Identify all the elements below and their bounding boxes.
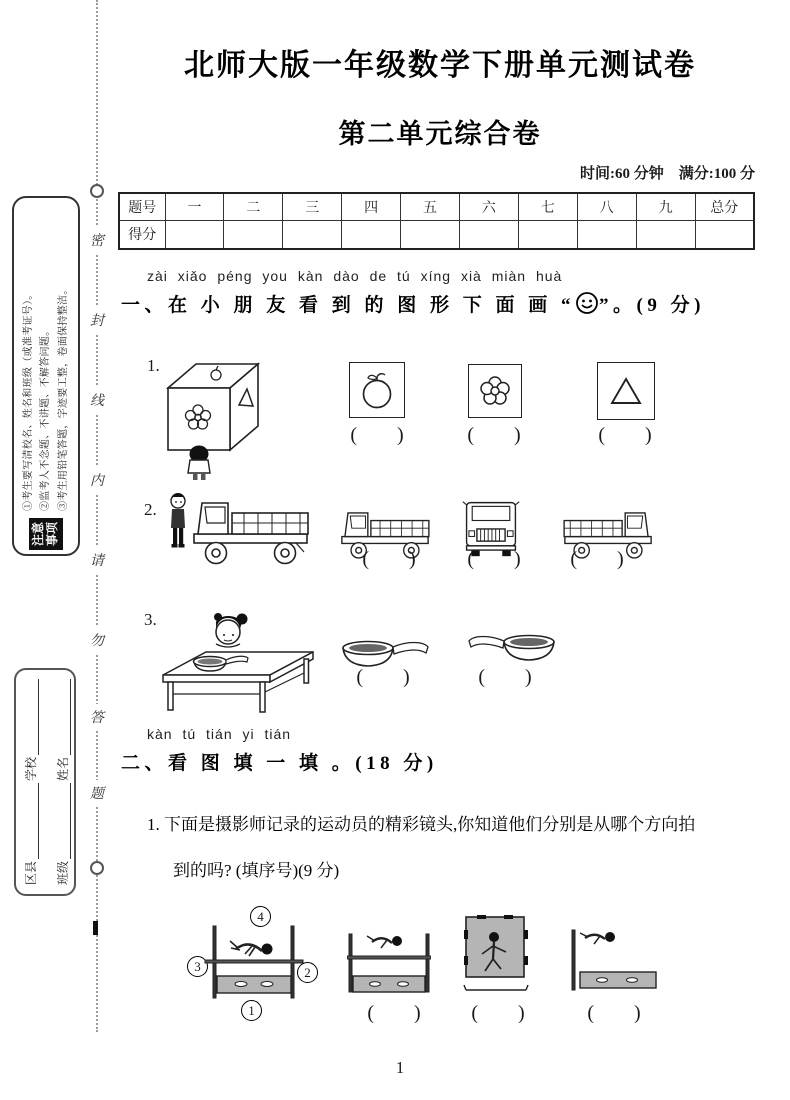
seal-char: 封: [88, 307, 106, 333]
direction-label-bottom-num: 1: [248, 1002, 255, 1018]
photo-front-view: [347, 926, 431, 1000]
score-table-header: 七: [518, 193, 577, 220]
apple-icon: [357, 369, 397, 411]
score-cell[interactable]: [518, 220, 577, 249]
q1-text-pre: 一、在 小 朋 友 看 到 的 图 形 下 面 画 “: [121, 295, 576, 316]
score-cell[interactable]: [577, 220, 636, 249]
triangle-icon: [607, 374, 645, 408]
class-blank[interactable]: [57, 783, 71, 859]
q2-sub1-line2: 到的吗? (填序号)(9 分): [173, 861, 340, 880]
score-table: [118, 192, 755, 250]
q1-text: [121, 290, 705, 317]
answer-blank[interactable]: ( ): [471, 1002, 525, 1024]
q2-sub1-line1: 1. 下面是摄影师记录的运动员的精彩镜头,你知道他们分别是从哪个方向拍: [147, 815, 696, 834]
score-cell[interactable]: [165, 220, 224, 249]
cube-girl-illustration: [160, 348, 265, 483]
answer-blank[interactable]: ( ): [467, 424, 521, 446]
score-table-header: 总分: [695, 193, 754, 220]
notice-box: [12, 196, 80, 556]
answer-blank[interactable]: ( ): [362, 548, 416, 570]
name-label: 姓名: [56, 756, 70, 781]
answer-blank[interactable]: ( ): [478, 666, 532, 688]
answer-blank[interactable]: ( ): [598, 424, 652, 446]
pan-handle-left-option: [465, 632, 560, 666]
answer-blank[interactable]: ( ): [467, 548, 521, 570]
answer-blank[interactable]: ( ): [356, 666, 410, 688]
answer-blank[interactable]: ( ): [587, 1002, 641, 1024]
answer-card-triangle: [597, 362, 655, 420]
score-table-header: 三: [283, 193, 342, 220]
time-score-text: 时间:60 分钟 满分:100 分: [580, 166, 755, 182]
district-label: 区县: [24, 860, 38, 885]
boy-observer-illustration: [167, 492, 189, 556]
q1-item3-number: 3.: [144, 610, 157, 629]
name-blank[interactable]: [57, 679, 71, 755]
seal-char: 线: [88, 387, 106, 413]
score-table-header: 九: [636, 193, 695, 220]
seal-circle-bottom: [90, 861, 104, 875]
q2-pinyin: kàn tú tián yi tián: [147, 726, 292, 742]
notice-label: 注意事项: [29, 518, 63, 550]
unit-subtitle: 第二单元综合卷: [338, 119, 542, 149]
school-blank[interactable]: [25, 679, 39, 755]
q1-pinyin: zài xiǎo péng you kàn dào de tú xíng xià miàn huà: [147, 268, 563, 284]
page-title: 北师大版一年级数学下册单元测试卷: [184, 49, 696, 82]
score-table-header: 题号: [119, 193, 165, 220]
direction-label-right-num: 2: [304, 964, 311, 980]
seal-char: 勿: [88, 627, 106, 653]
seal-char: 请: [88, 547, 106, 573]
score-table-header: 四: [342, 193, 401, 220]
flower-icon: [477, 373, 513, 409]
score-cell[interactable]: [224, 220, 283, 249]
score-cell[interactable]: [459, 220, 518, 249]
q1-item2-number: 2.: [144, 500, 157, 519]
smiley-icon: [575, 291, 599, 315]
seal-char: 内: [88, 467, 106, 493]
answer-card-apple: [349, 362, 405, 418]
q2-text: 二、看 图 填 一 填 。(18 分): [121, 753, 438, 774]
truck-main-illustration: [188, 490, 313, 570]
q1-item1-number: 1.: [147, 356, 160, 375]
seal-mark-dash: [93, 921, 98, 935]
direction-label-top-num: 4: [257, 908, 264, 924]
notice-item-2: ②监考人不念题、不讲题、不解答问题。: [40, 325, 52, 511]
score-table-header: 六: [459, 193, 518, 220]
score-table-header: 二: [224, 193, 283, 220]
score-cell[interactable]: [695, 220, 754, 249]
answer-blank[interactable]: ( ): [350, 424, 404, 446]
score-table-header: 五: [401, 193, 460, 220]
score-cell[interactable]: [401, 220, 460, 249]
seal-circle-top: [90, 184, 104, 198]
seal-char: 题: [88, 780, 106, 806]
score-cell[interactable]: [342, 220, 401, 249]
student-info-box: [14, 668, 76, 896]
q1-text-post: ”。(9 分): [599, 295, 705, 316]
school-label: 学校: [24, 756, 38, 781]
class-label: 班级: [56, 860, 70, 885]
score-table-header: 八: [577, 193, 636, 220]
highjump-scene-illustration: [203, 918, 305, 1006]
score-cell[interactable]: [636, 220, 695, 249]
notice-item-3: ③考生用铅笔答题，字迹要工整，卷面保持整洁。: [57, 284, 69, 511]
district-blank[interactable]: [25, 783, 39, 859]
answer-blank[interactable]: ( ): [570, 548, 624, 570]
direction-label-left-num: 3: [194, 958, 201, 974]
seal-char: 密: [88, 227, 106, 253]
answer-card-flower: [468, 364, 522, 418]
photo-top-view: [463, 914, 529, 998]
page-number: 1: [395, 1058, 405, 1077]
notice-item-1: ①考生要写清校名、姓名和班级（或准考证号）。: [22, 289, 34, 511]
score-cell[interactable]: [283, 220, 342, 249]
photo-side-view: [566, 926, 658, 998]
score-row-label: 得分: [119, 220, 165, 249]
seal-char: 答: [88, 704, 106, 730]
answer-blank[interactable]: ( ): [367, 1002, 421, 1024]
girl-table-pan-illustration: [158, 598, 323, 718]
score-table-header: 一: [165, 193, 224, 220]
seal-dotted-line: [96, 0, 98, 1032]
